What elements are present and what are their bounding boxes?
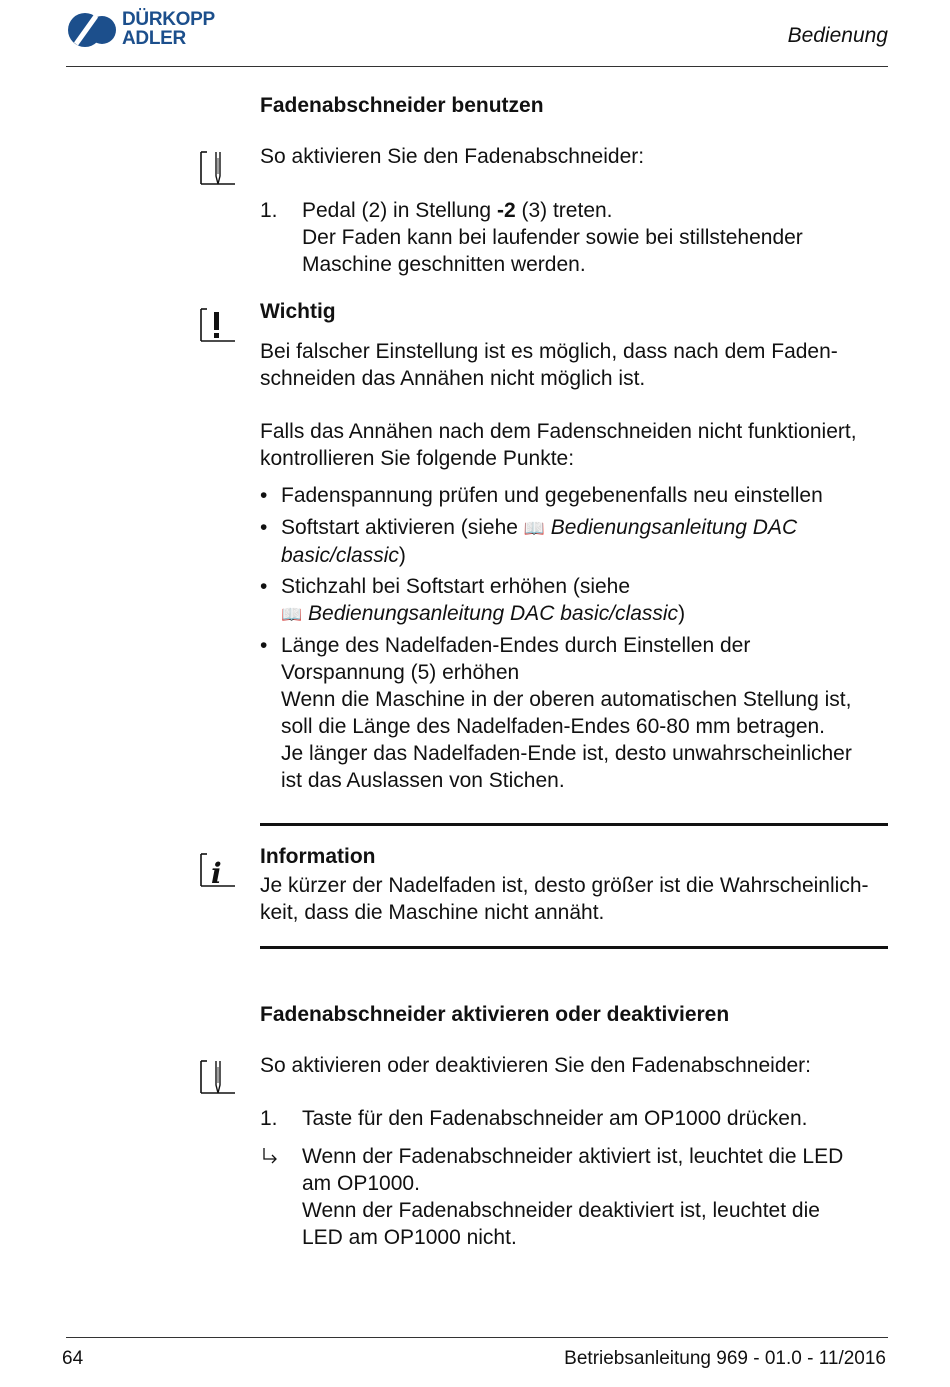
logo-wordmark: [122, 10, 215, 48]
company-logo: [66, 10, 236, 50]
result-line1: Wenn der Fadenabschneider aktiviert ist, leuchtet die LED: [302, 1145, 844, 1168]
bullet-3-ref: Bedienungsanleitung DAC basic/classic: [308, 602, 679, 625]
section-heading-use-cutter: Fadenabschneider benutzen: [260, 94, 544, 117]
step1-line3: Maschine geschnitten werden.: [302, 253, 586, 276]
info-bottom-rule: [260, 946, 888, 949]
info-line2: keit, dass die Maschine nicht annäht.: [260, 901, 605, 924]
logo-line-2: ADLER: [122, 28, 186, 49]
bullet-4-line2: Vorspannung (5) erhöhen: [281, 661, 520, 684]
step-number: 1.: [260, 199, 278, 222]
bullet-4-line3: Wenn die Maschine in der oberen automatischen Stellung ist,: [281, 688, 852, 711]
section2-result: [302, 1143, 888, 1251]
bullet-marker: •: [260, 516, 268, 539]
bullet-3-post: ): [678, 602, 686, 625]
section2-intro: So aktivieren oder deaktivieren Sie den Fadenabschneider:: [260, 1054, 812, 1077]
important-line2: schneiden das Annähen nicht möglich ist.: [260, 367, 646, 390]
important-line1: Bei falscher Einstellung ist es möglich, dass nach dem Faden-: [260, 340, 838, 363]
important-para2: [260, 418, 888, 472]
needle-instruction-icon: [199, 150, 237, 186]
section1-intro: So aktivieren Sie den Fadenabschneider:: [260, 145, 645, 168]
bullet-marker: •: [260, 575, 268, 598]
bullet-2-ref1: Bedienungsanleitung DAC: [550, 516, 798, 539]
step1-bold: -2: [496, 199, 516, 222]
step1-line2: Der Faden kann bei laufender sowie bei stillstehender: [302, 226, 803, 249]
step1-pre: Pedal (2) in Stellung: [302, 199, 497, 222]
step1-text: [302, 197, 888, 278]
book-reference-icon: 📖: [281, 605, 303, 624]
bullet-4-line1: Länge des Nadelfaden-Endes durch Einstellen der: [281, 634, 751, 657]
svg-text:i: i: [211, 857, 222, 888]
bullet-3: [281, 573, 888, 628]
info-text: [260, 872, 890, 926]
important-title: Wichtig: [260, 300, 336, 323]
bullet-4: [281, 632, 888, 794]
step-number: 1.: [260, 1107, 278, 1130]
document-info: Betriebsanleitung 969 - 01.0 - 11/2016: [564, 1348, 886, 1369]
section2-step1: Taste für den Fadenabschneider am OP1000 drücken.: [302, 1107, 808, 1130]
step1-post: (3) treten.: [515, 199, 613, 222]
bullet-3-pre: Stichzahl bei Softstart erhöhen (siehe: [281, 575, 631, 598]
result-arrow-icon: [262, 1146, 280, 1171]
bullet-2: [281, 514, 888, 569]
info-top-rule: [260, 823, 888, 826]
result-line3: Wenn der Fadenabschneider deaktiviert ist, leuchtet die: [302, 1199, 820, 1222]
bullet-2-pre: Softstart aktivieren (siehe: [281, 516, 524, 539]
book-reference-icon: 📖: [523, 519, 545, 538]
header-divider: [66, 66, 888, 67]
bullet-4-line4: soll die Länge des Nadelfaden-Endes 60-80 mm betragen.: [281, 715, 826, 738]
page-number: 64: [62, 1348, 84, 1369]
important-para2-line1: Falls das Annähen nach dem Fadenschneiden nicht funktioniert,: [260, 420, 857, 443]
logo-mark-icon: [66, 10, 118, 50]
exclamation-icon: [199, 307, 237, 343]
bullet-marker: •: [260, 484, 268, 507]
bullet-marker: •: [260, 634, 268, 657]
bullet-2-ref2: basic/classic: [281, 544, 399, 567]
footer-divider: [66, 1337, 888, 1338]
bullet-2-post: ): [398, 544, 406, 567]
needle-instruction-icon: [199, 1059, 237, 1095]
info-icon: [199, 852, 237, 888]
header-section-title: Bedienung: [787, 24, 888, 47]
important-para2-line2: kontrollieren Sie folgende Punkte:: [260, 447, 575, 470]
bullet-1: Fadenspannung prüfen und gegebenenfalls neu einstellen: [281, 484, 823, 507]
important-text: [260, 338, 888, 392]
bullet-4-line6: ist das Auslassen von Stichen.: [281, 769, 565, 792]
info-title: Information: [260, 845, 376, 868]
bullet-4-line5: Je länger das Nadelfaden-Ende ist, desto unwahrscheinlicher: [281, 742, 852, 765]
section-heading-toggle-cutter: Fadenabschneider aktivieren oder deaktivieren: [260, 1003, 730, 1026]
result-line4: LED am OP1000 nicht.: [302, 1226, 517, 1249]
info-line1: Je kürzer der Nadelfaden ist, desto größer ist die Wahrscheinlich-: [260, 874, 869, 897]
logo-line-1: DÜRKOPP: [122, 9, 215, 30]
result-line2: am OP1000.: [302, 1172, 420, 1195]
